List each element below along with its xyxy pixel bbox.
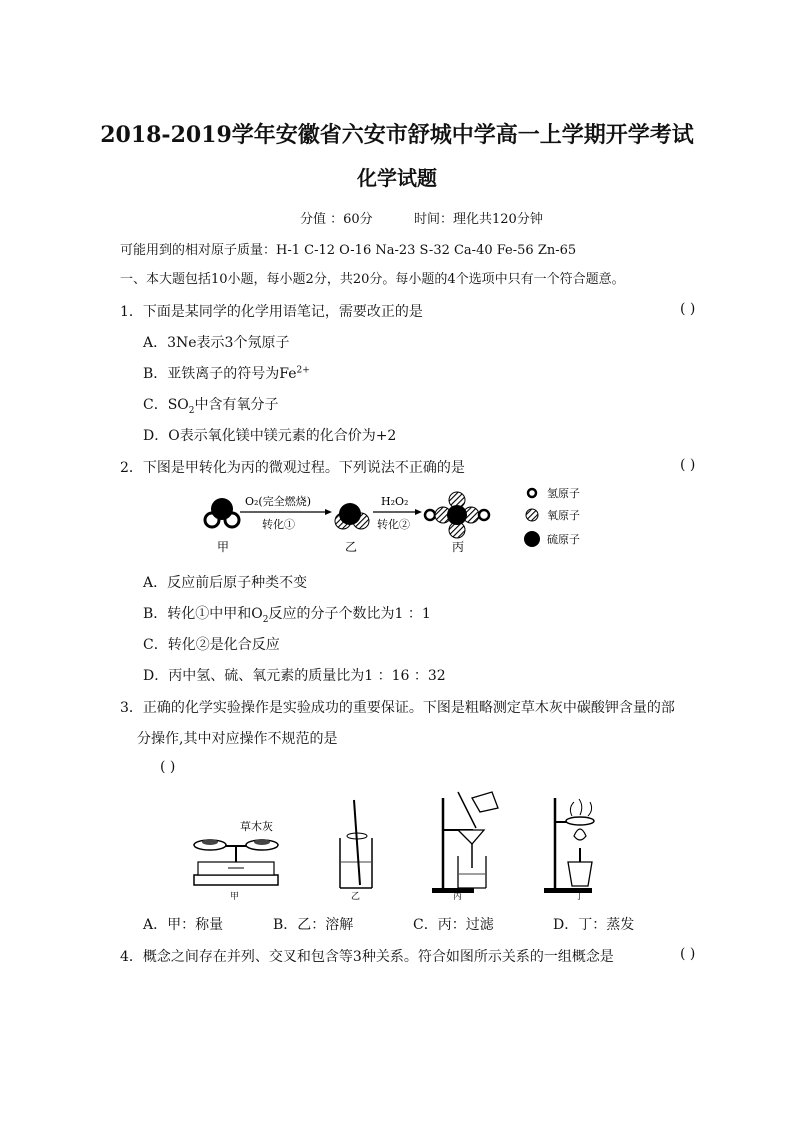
- q2-option-b: B．转化①中甲和$O_2$反应的分子个数比为1 ：1: [143, 606, 431, 625]
- question-3-stem-line2: 分操作,其中对应操作不规范的是: [137, 731, 338, 747]
- legend: [524, 486, 580, 547]
- arrow2-top-label: H₂O₂: [381, 495, 409, 508]
- lab-operations-figure: [188, 790, 608, 902]
- label-bing: 丙: [452, 540, 465, 554]
- legend-h-symbol: [528, 489, 536, 497]
- evaporation-apparatus: [544, 798, 594, 902]
- arrow1-bottom-label: 转化①: [262, 518, 295, 531]
- q3-option-b: B．乙：溶解: [273, 917, 354, 933]
- legend-h: 氢原子: [547, 487, 580, 500]
- molecule-bing: [425, 492, 489, 538]
- molecule-yi: [335, 503, 369, 529]
- q1-option-a: A．3Ne表示3个氖原子: [143, 335, 290, 351]
- molecule-diagram: [195, 483, 625, 563]
- atomic-masses: 可能用到的相对原子质量：H-1 C-12 O-16 Na-23 S-32 Ca-40 Fe-56 Zn-65: [120, 243, 577, 258]
- question-1-stem: 1．下面是某同学的化学用语笔记，需要改正的是: [120, 304, 423, 320]
- label-op-bing: 丙: [453, 892, 463, 902]
- score-info: 分值 ：60分: [300, 212, 373, 227]
- label-op-jia: 甲: [230, 892, 240, 902]
- filtration-apparatus: [432, 792, 498, 902]
- q3-option-d: D．丁：蒸发: [553, 917, 635, 933]
- page-subtitle: 化学试题: [357, 166, 437, 190]
- q1-option-b: B．亚铁离子的符号为$Fe^{2+}$: [143, 365, 310, 382]
- question-4-stem: 4．概念之间存在并列、交叉和包含等3种关系。符合如图所示关系的一组概念是: [120, 949, 614, 965]
- section-heading: 一、本大题包括10小题，每小题2分，共20分。每小题的4个选项中只有一个符合题意。: [120, 272, 625, 287]
- q2-option-a: A．反应前后原子种类不变: [143, 575, 308, 591]
- time-info: 时间：理化共120分钟: [414, 212, 543, 227]
- legend-s: 硫原子: [547, 533, 580, 546]
- legend-s-symbol: [524, 531, 540, 547]
- legend-o: 氧原子: [547, 509, 580, 522]
- arrow2-bottom-label: 转化②: [377, 518, 410, 531]
- q2-option-c: C．转化②是化合反应: [143, 637, 280, 653]
- q3-option-c: C．丙：过滤: [413, 917, 494, 933]
- question-3-stem-line1: 3．正确的化学实验操作是实验成功的重要保证。下图是粗略测定草木灰中碳酸钾含量的部: [120, 700, 675, 716]
- page-title: 2018-2019学年安徽省六安市舒城中学高一上学期开学考试: [100, 122, 694, 148]
- label-jia: 甲: [217, 540, 230, 554]
- label-grass-ash: 草木灰: [240, 820, 273, 833]
- beaker-dissolve: [340, 800, 372, 902]
- question-2-stem: 2．下图是甲转化为丙的微观过程。下列说法不正确的是: [120, 460, 465, 476]
- label-op-yi: 乙: [351, 892, 361, 902]
- label-yi: 乙: [345, 540, 358, 554]
- q1-option-d: D．O表示氧化镁中镁元素的化合价为+2: [143, 428, 397, 444]
- balance-apparatus: [194, 819, 278, 902]
- answer-paren-2: ( ): [680, 457, 696, 473]
- q1-option-c: C．$SO_2$中含有氧分子: [143, 397, 279, 416]
- answer-paren-4: ( ): [680, 946, 696, 962]
- label-op-ding: 丁: [575, 892, 585, 902]
- molecule-jia: [205, 498, 239, 527]
- answer-paren-3: ( ): [160, 759, 176, 775]
- q2-option-d: D．丙中氢、硫、氧元素的质量比为1 ：16 ：32: [143, 668, 446, 684]
- arrow1-top-label: O₂(完全燃烧): [245, 495, 312, 508]
- legend-o-symbol: [526, 509, 538, 521]
- answer-paren-1: ( ): [680, 301, 696, 317]
- q3-option-a: A．甲：称量: [143, 917, 224, 933]
